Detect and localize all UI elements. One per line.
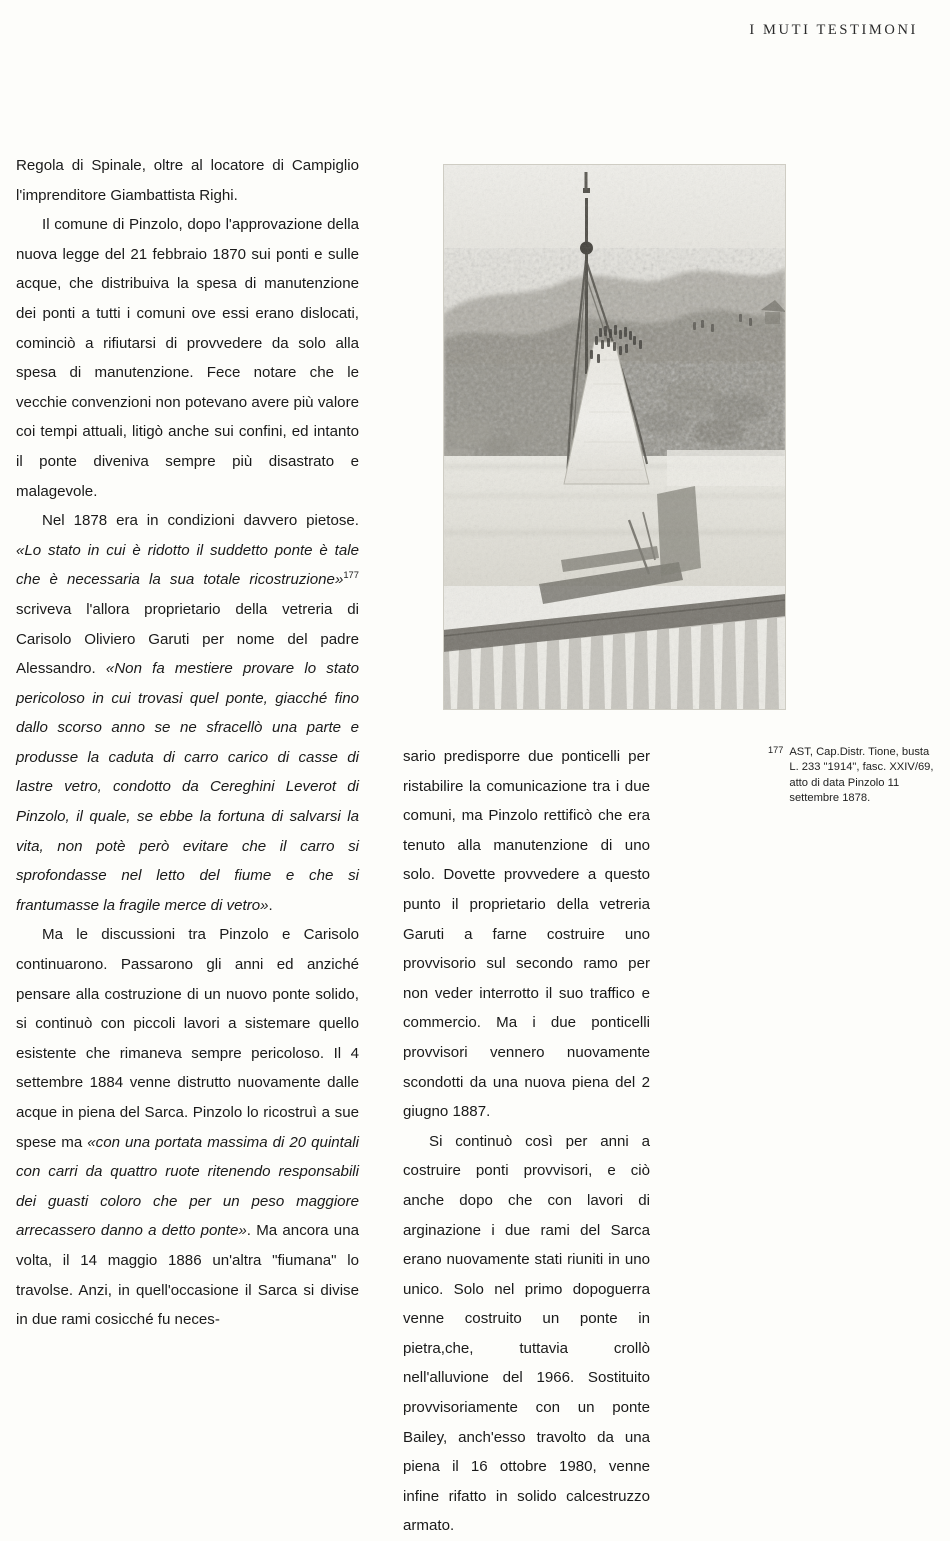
- paragraph-text-lead: Ma le discussioni tra Pinzolo e Carisolo continuarono. Passarono gli anni ed anziché pensare alla costruzione di un nuovo ponte solido, si continuò con piccoli lavori a sistemare quello esistente che rimaneva sempre pericoloso. Il 4 settembre 1884 venne distrutto nuovamente dalle acque in piena del Sarca. Pinzolo lo ricostruì a sue spese ma: [16, 926, 359, 1151]
- paragraph-text-lead: Nel 1878 era in condizioni davvero pietose.: [42, 512, 359, 530]
- paragraph-si-continuo: [403, 1127, 650, 1541]
- footnote-number: 177: [768, 745, 784, 755]
- paragraph-text-mid: scriveva l'allora proprietario della vetreria di Carisolo Oliviero Garuti per nome del padre Alessandro.: [16, 600, 359, 678]
- footnote-text: AST, Cap.Distr. Tione, busta L. 233 "1914", fasc. XXIV/69, atto di data Pinzolo 11 settembre 1878.: [789, 746, 934, 804]
- paragraph-text: Si continuò così per anni a costruire ponti provvisori, e ciò anche dopo che con lavori di arginazione i due rami del Sarca erano nuovamente stati riuniti in uno unico. Solo nel primo dopoguerra venne costruito un ponte in pietra,che, tuttavia crollò nell'alluvione del 1966. Sostituito provvisoriamente con un ponte Bailey, anch'esso travolto da una piena il 16 ottobre 1980, venne infine rifatto in solido calcestruzzo armato.: [403, 1132, 650, 1535]
- paragraph-text: Regola di Spinale, oltre al locatore di Campiglio l'imprenditore Giambattista Righi.: [16, 157, 359, 204]
- photo-frame: [443, 164, 786, 710]
- running-head: I MUTI TESTIMONI: [749, 22, 918, 38]
- footnote-reference-177[interactable]: 177: [343, 569, 359, 581]
- quote-con-una-portata-massima: «con una portata massima di 20 quintali con carri da quattro ruote ritenendo responsabili dei guasti coloro che per un peso maggiore arrecassero danno a detto ponte»: [16, 1133, 359, 1240]
- paragraph-regola-spinale: [16, 151, 359, 210]
- paragraph-text-tail: . Ma ancora una volta, il 14 maggio 1886 un'altra "fiumana" lo travolse. Anzi, in quell'occasione il Sarca si divise in due rami cosicché fu neces-: [16, 1222, 359, 1329]
- quote-non-fa-mestiere: «Non fa mestiere provare lo stato pericoloso in cui trovasi quel ponte, giacché fino dallo scorso anno se ne sfracellò una parte e produsse la caduta di carro carico di casse di lastre vetro, condotto da Cereghini Leverot di Pinzolo, il quale, se ebbe la fortuna di salvarsi la vita, non potè però evitare che il carro si sprofondasse nel letto del fiume e che si frantumasse la fragile merce di vetro»: [16, 660, 359, 914]
- paragraph-sario-predisporre: [403, 742, 650, 1127]
- footnote-entry: [768, 745, 938, 806]
- paragraph-text-tail: .: [268, 896, 273, 914]
- right-text-column: [403, 742, 650, 1541]
- bridge-photograph: [443, 164, 786, 710]
- footnote-block: [768, 745, 938, 806]
- quote-lo-stato-in-cui: «Lo stato in cui è ridotto il suddetto ponte è tale che è necessaria la sua totale ricostruzione»: [16, 541, 359, 589]
- left-text-column: [16, 151, 359, 1335]
- paragraph-ma-le-discussioni: [16, 920, 359, 1334]
- paragraph-nel-1878: [16, 506, 359, 920]
- paragraph-text: sario predisporre due ponticelli per ristabilire la comunicazione tra i due comuni, ma Pinzolo rettificò che era tenuto alla manutenzione di uno solo. Dovette provvedere a questo punto il proprietario della vetreria Garuti a farne costruire uno provvisorio sul secondo ramo per non veder interrotto il suo traffico e commercio. Ma i due ponticelli provvisori vennero nuovamente scondotti da una nuova piena del 2 giugno 1887.: [403, 748, 650, 1121]
- paragraph-comune-pinzolo: [16, 210, 359, 506]
- paragraph-text: Il comune di Pinzolo, dopo l'approvazione della nuova legge del 21 febbraio 1870 sui ponti e sulle acque, che distribuiva la spesa di manutenzione dei ponti a tutti i comuni ove essi erano dislocati, cominciò a rifiutarsi di provvedere da solo alla spesa di manutenzione. Fece notare che le vecchie convenzioni non potevano avere più valore coi tempi attuali, litigò anche sui confini, ed intanto il ponte diveniva sempre più disastrato e malagevole.: [16, 216, 359, 500]
